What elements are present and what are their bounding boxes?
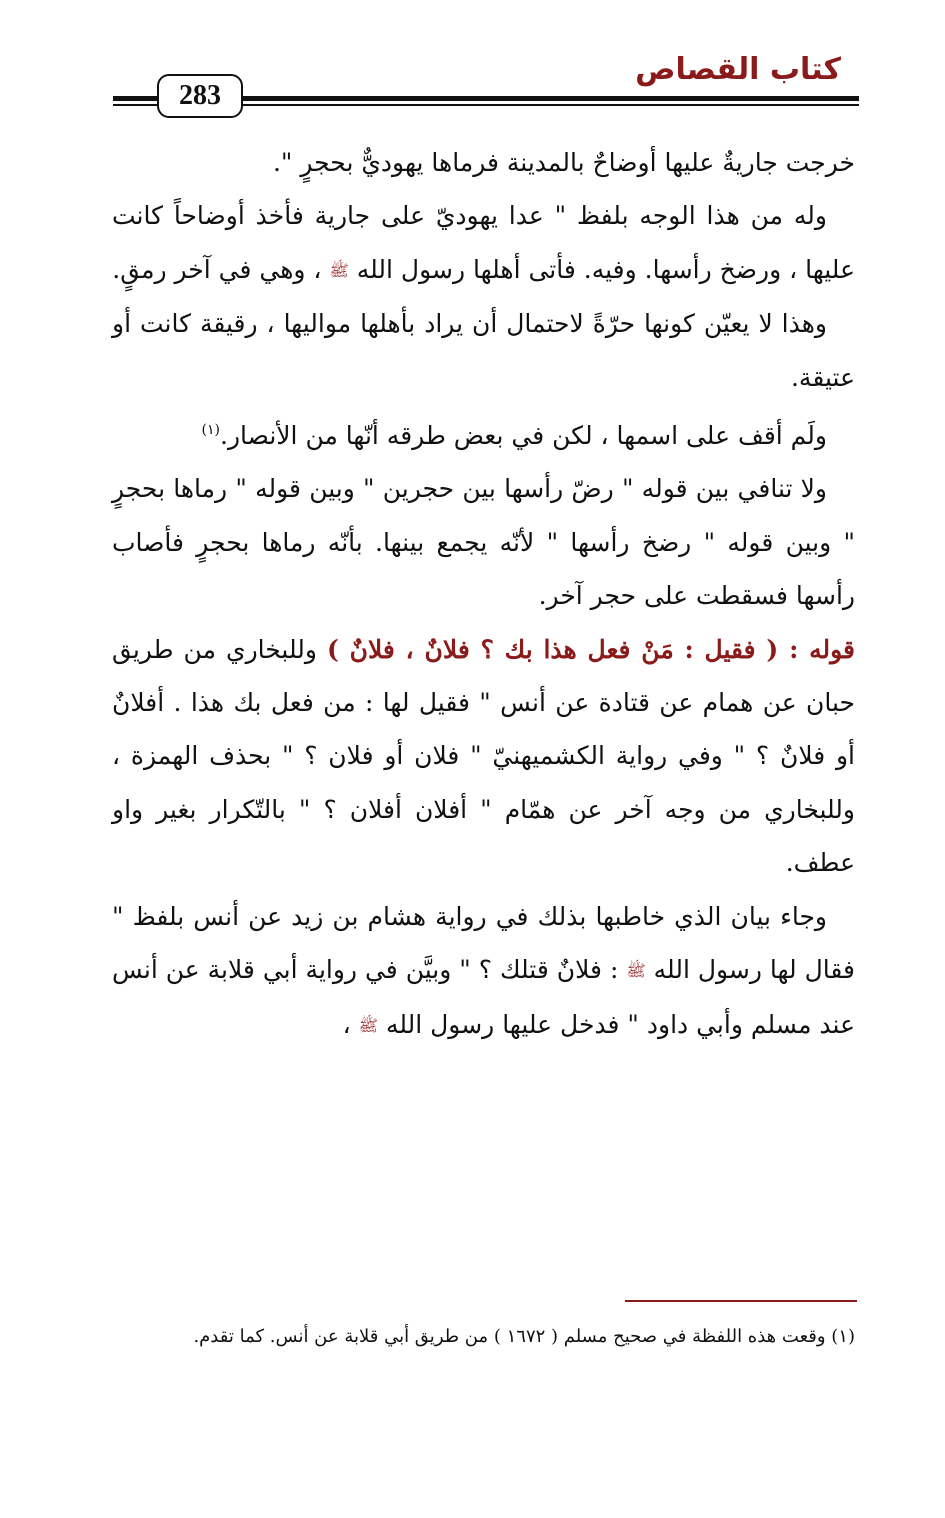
paragraph-6 [112, 623, 855, 890]
main-text [112, 136, 855, 1052]
paragraph-4-text: ولَم أقف على اسمها ، لكن في بعض طرقه أنّها من الأنصار. [220, 421, 827, 451]
footnote: (١) وقعت هذه اللفظة في صحيح مسلم ( ١٦٧٢ ) من طريق أبي قلابة عن أنس. كما تقدم. [193, 1326, 855, 1347]
paragraph-7 [112, 890, 855, 1052]
footnote-separator [625, 1300, 857, 1302]
book-title: كتاب القصاص [635, 52, 841, 87]
paragraph-7-text-a: وجاء بيان الذي خاطبها بذلك في رواية هشام بن زيد عن أنس بلفظ " فقال لها رسول الله [112, 901, 855, 985]
paragraph-2-text-b: ، وهي في آخر رمقٍ. [112, 254, 322, 284]
footnote-reference[interactable]: (١) [201, 422, 221, 439]
paragraph-6-text: وللبخاري من طريق حبان عن همام عن قتادة عن أنس " فقيل لها : من فعل بك هذا . أفلانٌ أو فلانٌ ؟ " وفي رواية الكشميهنيّ " فلان أو فلان ؟ " بحذف الهمزة ، وللبخاري من وجه آخر عن همّام " أفلان أفلان ؟ " بالتّكرار بغير واو عطف. [112, 634, 855, 878]
salutation-mark: ﷺ [626, 961, 646, 981]
page-number: 283 [157, 74, 243, 118]
paragraph-3: وهذا لا يعيّن كونها حرّةً لاحتمال أن يراد بأهلها مواليها ، رقيقة كانت أو عتيقة. [112, 309, 855, 392]
paragraph-1: خرجت جاريةٌ عليها أوضاحٌ بالمدينة فرماها يهوديٌّ بحجرٍ ". [272, 148, 855, 177]
paragraph-2 [112, 189, 855, 297]
quoted-heading: قوله : ( فقيل : مَنْ فعل هذا بك ؟ فلانٌ ، فلانٌ ) [327, 634, 855, 664]
paragraph-7-text-b: : فلانٌ قتلك ؟ " وبيَّن في رواية أبي قلابة عن أنس عند مسلم وأبي داود " فدخل عليها رسول الله [112, 955, 855, 1039]
paragraph-7-text-c: ، [342, 1009, 351, 1039]
paragraph-2-text-a: وله من هذا الوجه بلفظ " عدا يهوديّ على جارية فأخذ أوضاحاً كانت عليها ، ورضخ رأسها. وفيه. فأتى أهلها رسول الله [112, 201, 855, 284]
salutation-mark: ﷺ [358, 1015, 378, 1035]
paragraph-4 [112, 404, 855, 462]
paragraph-5: ولا تنافي بين قوله " رضّ رأسها بين حجرين " وبين قوله " رماها بحجرٍ " وبين قوله " رضخ رأسها " لأنّه يجمع بينها. بأنّه رماها بحجرٍ فأصاب رأسها فسقطت على حجر آخر. [112, 474, 855, 611]
salutation-mark: ﷺ [329, 260, 349, 280]
